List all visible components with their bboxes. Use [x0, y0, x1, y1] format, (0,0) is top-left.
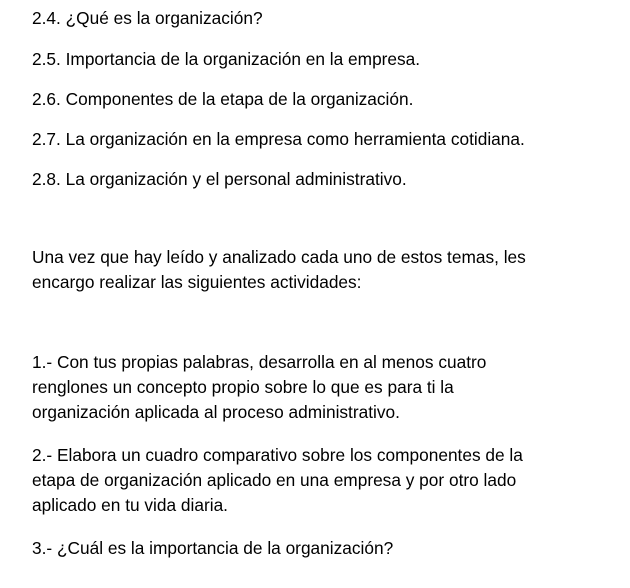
activity-line: 1.- Con tus propias palabras, desarrolla en al menos cuatro	[32, 352, 487, 372]
intro-line: Una vez que hay leído y analizado cada uno de estos temas, les	[32, 247, 526, 267]
activity-1	[32, 350, 612, 425]
activity-line: 3.- ¿Cuál es la importancia de la organización?	[32, 538, 394, 558]
activity-3	[32, 536, 612, 561]
activity-line: renglones un concepto propio sobre lo que es para ti la	[32, 377, 454, 397]
topic-item: 2.6. Componentes de la etapa de la organización.	[32, 89, 414, 109]
activity-line: aplicado en tu vida diaria.	[32, 495, 228, 515]
activity-line: 2.- Elabora un cuadro comparativo sobre los componentes de la	[32, 445, 523, 465]
topic-item: 2.8. La organización y el personal administrativo.	[32, 169, 407, 189]
intro-paragraph	[32, 245, 612, 295]
topic-item: 2.5. Importancia de la organización en la empresa.	[32, 49, 421, 69]
topic-item: 2.4. ¿Qué es la organización?	[32, 8, 263, 28]
intro-line: encargo realizar las siguientes actividades:	[32, 272, 362, 292]
activity-line: organización aplicada al proceso administrativo.	[32, 402, 400, 422]
activity-line: etapa de organización aplicado en una empresa y por otro lado	[32, 470, 517, 490]
activity-2	[32, 443, 612, 518]
topic-item: 2.7. La organización en la empresa como herramienta cotidiana.	[32, 129, 525, 149]
